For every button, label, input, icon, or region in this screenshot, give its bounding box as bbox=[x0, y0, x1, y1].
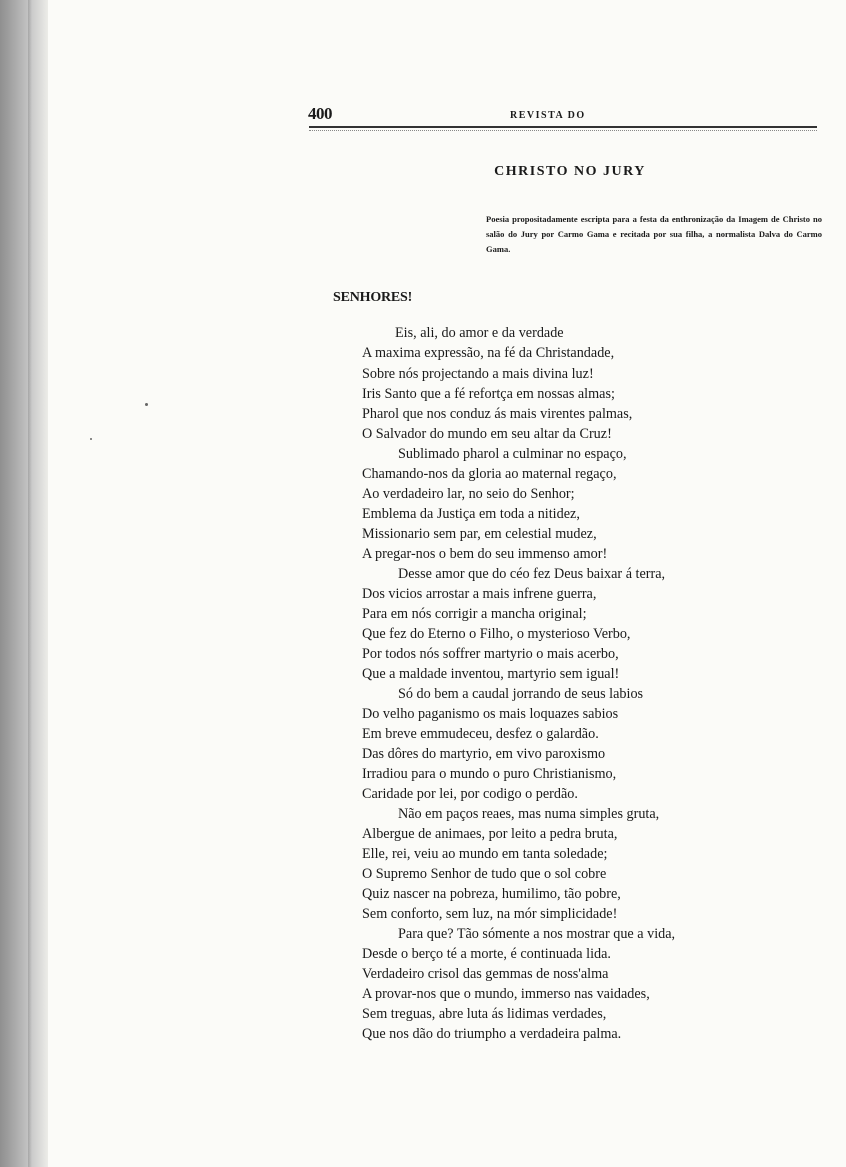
verse-line: O Salvador do mundo em seu altar da Cruz! bbox=[362, 426, 612, 442]
verse-line: Desde o berço té a morte, é continuada lida. bbox=[362, 946, 611, 962]
verse-line: Verdadeiro crisol das gemmas de noss'alma bbox=[362, 966, 609, 982]
verse-line: Pharol que nos conduz ás mais virentes palmas, bbox=[362, 406, 633, 422]
verse-line: Que fez do Eterno o Filho, o mysterioso Verbo, bbox=[362, 626, 631, 642]
book-binding-shadow bbox=[0, 0, 48, 1167]
verse-line: Elle, rei, veiu ao mundo em tanta soledade; bbox=[362, 846, 608, 862]
running-head: REVISTA DO bbox=[510, 110, 586, 121]
verse-line: Sem conforto, sem luz, na mór simplicidade! bbox=[362, 906, 618, 922]
verse-line: A provar-nos que o mundo, immerso nas vaidades, bbox=[362, 986, 650, 1002]
verse-line: Albergue de animaes, por leito a pedra bruta, bbox=[362, 826, 618, 842]
verse-line: Emblema da Justiça em toda a nitidez, bbox=[362, 506, 580, 522]
verse-line: Quiz nascer na pobreza, humilimo, tão pobre, bbox=[362, 886, 621, 902]
verse-line: Em breve emmudeceu, desfez o galardão. bbox=[362, 726, 599, 742]
verse-line: O Supremo Senhor de tudo que o sol cobre bbox=[362, 866, 607, 882]
poem-salutation: SENHORES! bbox=[333, 290, 413, 305]
verse-line: Por todos nós soffrer martyrio o mais acerbo, bbox=[362, 646, 619, 662]
verse-line: A pregar-nos o bem do seu immenso amor! bbox=[362, 546, 608, 562]
verse-line: Não em paços reaes, mas numa simples gruta, bbox=[398, 806, 660, 822]
verse-line: Caridade por lei, por codigo o perdão. bbox=[362, 786, 578, 802]
verse-line: Chamando-nos da gloria ao maternal regaço, bbox=[362, 466, 617, 482]
binding-edge bbox=[28, 0, 32, 1167]
verse-line: Só do bem a caudal jorrando de seus labios bbox=[398, 686, 644, 702]
verse-line: Para que? Tão sómente a nos mostrar que a vida, bbox=[398, 926, 676, 942]
verse-line: Desse amor que do céo fez Deus baixar á terra, bbox=[398, 566, 666, 582]
header-rule-secondary bbox=[309, 130, 817, 131]
verse-line: Do velho paganismo os mais loquazes sabios bbox=[362, 706, 619, 722]
verse-line: Sem treguas, abre luta ás lidimas verdades, bbox=[362, 1006, 607, 1022]
margin-speck bbox=[90, 438, 92, 440]
verse-line: Que nos dão do triumpho a verdadeira palma. bbox=[362, 1026, 622, 1042]
verse-line: Iris Santo que a fé refortça em nossas almas; bbox=[362, 386, 615, 402]
verse-line: Sublimado pharol a culminar no espaço, bbox=[398, 446, 627, 462]
poem-title: CHRISTO NO JURY bbox=[494, 164, 646, 179]
verse-line: Ao verdadeiro lar, no seio do Senhor; bbox=[362, 486, 575, 502]
verse-line: Das dôres do martyrio, em vivo paroxismo bbox=[362, 746, 606, 762]
header-rule bbox=[309, 126, 817, 128]
verse-line: A maxima expressão, na fé da Christandade, bbox=[362, 345, 615, 361]
poem-epigraph: Poesia propositadamente escripta para a festa da enthronização da Imagem de Christo no salão do Jury por Carmo Gama e recitada por sua filha, a normalista Dalva do Carmo Gama. bbox=[486, 214, 822, 254]
page-number: 400 bbox=[308, 104, 332, 123]
verse-line: Para em nós corrigir a mancha original; bbox=[362, 606, 587, 622]
verse-line: Dos vicios arrostar a mais infrene guerra, bbox=[362, 586, 597, 602]
verse-line: Eis, ali, do amor e da verdade bbox=[395, 325, 564, 341]
margin-speck bbox=[145, 403, 148, 406]
verse-line: Irradiou para o mundo o puro Christianismo, bbox=[362, 766, 617, 782]
verse-line: Missionario sem par, em celestial mudez, bbox=[362, 526, 597, 542]
verse-line: Que a maldade inventou, martyrio sem igual! bbox=[362, 666, 620, 682]
verse-line: Sobre nós projectando a mais divina luz! bbox=[362, 366, 594, 382]
